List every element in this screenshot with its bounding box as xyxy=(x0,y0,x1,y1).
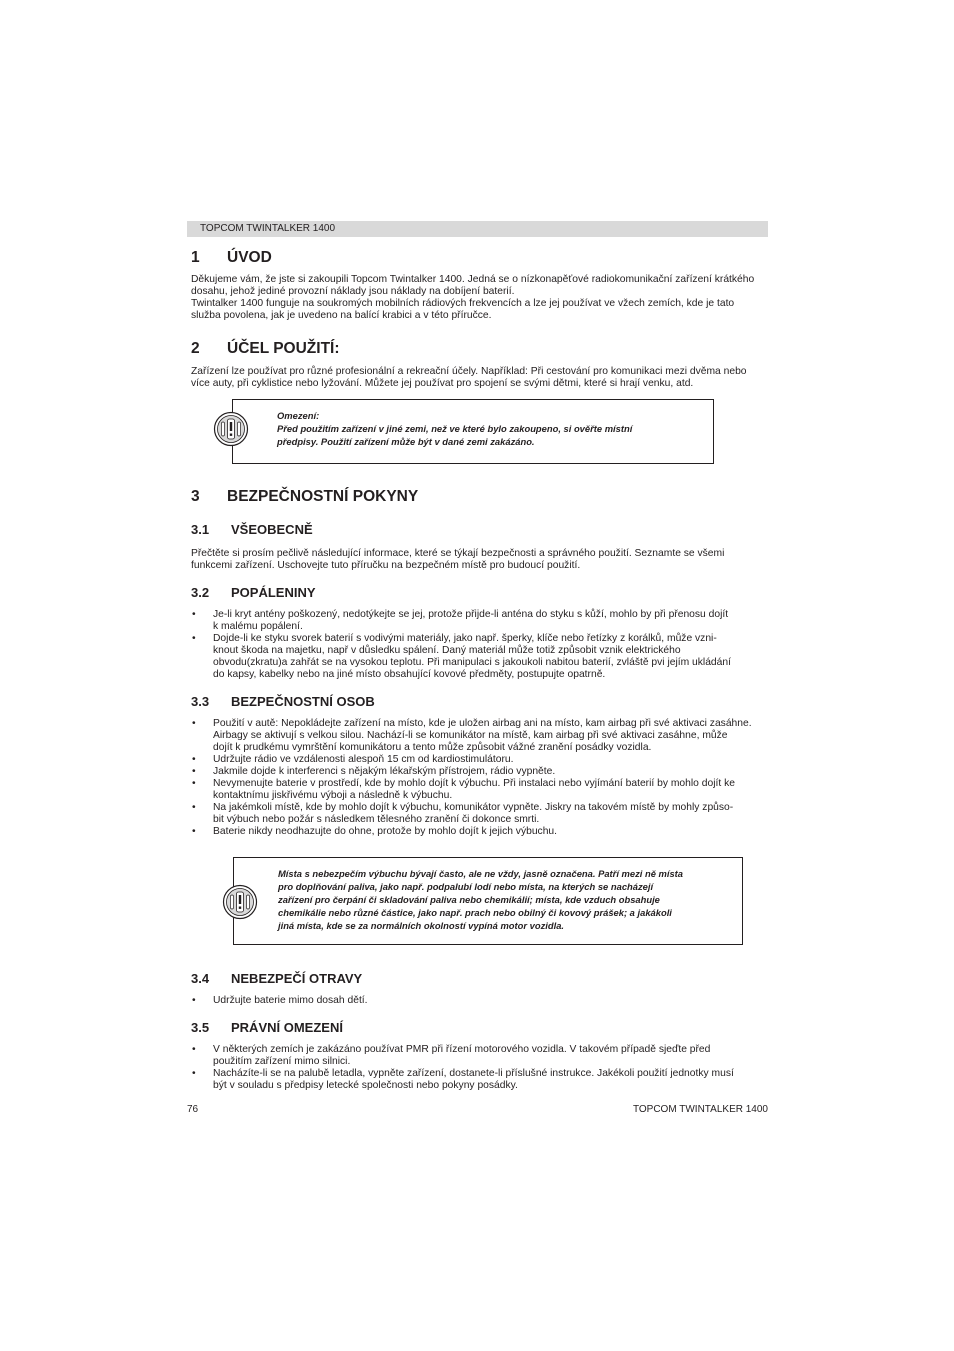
section-number: 3.3 xyxy=(191,694,210,709)
list-item xyxy=(191,778,773,802)
text-line: • Udržujte rádio ve vzdálenosti alespoň 15 cm od kardiostimulátoru. xyxy=(213,754,514,765)
text-line: zařízení pro čerpání či skladování paliva nebo chemikálií; místa, kde vzduch obsahuje xyxy=(278,894,660,905)
text-line: více auty, při cyklistice nebo lyžování. Můžete jej používat pro spojení se svými dětmi, které si hrají venku, atd. xyxy=(191,378,694,389)
note-text xyxy=(277,409,707,448)
text-line: • Dojde-li ke styku svorek baterií s vodivými materiály, jako např. šperky, klíče nebo řetízky z korálků, může vzni- xyxy=(213,633,717,644)
section-number: 3.2 xyxy=(191,585,210,600)
text-line: dojít k prudkému vymrštění komunikátoru a tento může způsobit vážné zranění posádky vozidla. xyxy=(213,742,652,753)
list-item xyxy=(191,718,773,754)
text-line: Před použitím zařízení v jiné zemi, než ve které bylo zakoupeno, si ověřte místní xyxy=(277,423,633,434)
text-line: Místa s nebezpečím výbuchu bývají často, ale ne vždy, jasně označena. Patří mezi ně místa xyxy=(278,868,684,879)
section-number: 1 xyxy=(191,249,200,266)
section-3-2-list xyxy=(191,609,773,681)
warning-icon xyxy=(222,884,258,920)
text-line: knout škoda na majetku, např v důsledku spálení. Daný materiál může totiž způsobit vznik elektrického xyxy=(213,645,681,656)
list-item xyxy=(191,995,773,1007)
text-line: Děkujeme vám, že jste si zakoupili Topcom Twintalker 1400. Jedná se o nízkonapěťové radiokomunikační zařízení krátkého xyxy=(191,274,755,285)
section-title: ÚČEL POUŽITÍ: xyxy=(227,340,340,357)
restriction-note-box xyxy=(232,399,714,464)
text-line: jiná místa, kde se za normálních okolností vypíná motor vozidla. xyxy=(278,920,565,931)
text-line: služba povolena, jak je uvedeno na balící krabici a v této příručce. xyxy=(191,310,492,321)
section-3-5-list xyxy=(191,1044,773,1092)
section-title: PRÁVNÍ OMEZENÍ xyxy=(231,1020,343,1035)
note-label: Omezení: xyxy=(277,410,320,421)
explosion-note-box xyxy=(233,857,743,945)
text-line: • Je-li kryt antény poškozený, nedotýkejte se jej, protože přijde-li anténa do styku s kůží, mohlo by při přenosu dojít xyxy=(213,609,729,620)
text-line: • V některých zemích je zakázáno používat PMR při řízení motorového vozidla. V takovém případě sjeďte před xyxy=(213,1044,711,1055)
text-line: obvodu(zkratu)a zahřát se na vysokou teplotu. Při manipulaci s jakoukoli nabitou baterií, zvláště pvi jejím ukládání xyxy=(213,657,731,668)
section-number: 2 xyxy=(191,340,200,357)
section-2-heading xyxy=(191,340,340,358)
text-line: předpisy. Použití zařízení může být v dané zemi zakázáno. xyxy=(277,436,535,447)
text-line: • Na jakémkoli místě, kde by mohlo dojít k výbuchu, komunikátor vypněte. Jiskry na takovém místě by mohly způso- xyxy=(213,802,734,813)
text-line: být v souladu s předpisy letecké společnosti nebo pokyny posádky. xyxy=(213,1080,518,1091)
section-1-heading xyxy=(191,249,272,267)
section-3-heading xyxy=(191,488,418,506)
section-3-5-heading xyxy=(191,1020,343,1036)
footer-title: TOPCOM TWINTALKER 1400 xyxy=(632,1104,768,1115)
section-number: 3 xyxy=(191,488,200,505)
text-line: Airbagy se aktivují s velkou silou. Nachází-li se komunikátor na místě, kam airbag při své aktivaci zasáhne, může xyxy=(213,730,728,741)
section-number: 3.1 xyxy=(191,522,210,537)
text-line: dosahu, jehož jediné provozní náklady jsou náklady na dobíjení baterií. xyxy=(191,286,515,297)
section-title: POPÁLENINY xyxy=(231,585,316,600)
text-line: Twintalker 1400 funguje na soukromých mobilních rádiových frekvencích a lze jej používat ve vžech zemích, kde je tato xyxy=(191,298,735,309)
text-line: bit výbuch nebo požár s následkem tělesného zranění či dokonce smrti. xyxy=(213,814,540,825)
text-line: • Jakmile dojde k interferenci s nějakým lékařským přístrojem, rádio vypněte. xyxy=(213,766,556,777)
section-title: BEZPEČNOSTNÍ OSOB xyxy=(231,694,375,709)
note-text xyxy=(278,867,738,932)
list-item xyxy=(191,826,773,838)
list-item xyxy=(191,754,773,766)
section-3-4-heading xyxy=(191,971,362,987)
text-line: pro doplňování paliva, jako např. podpalubí lodí nebo místa, na kterých se nacházejí xyxy=(278,881,654,892)
header-title: TOPCOM TWINTALKER 1400 xyxy=(200,223,336,234)
section-3-3-list xyxy=(191,718,773,838)
warning-icon xyxy=(213,411,249,447)
section-3-1-heading xyxy=(191,522,313,538)
header-bar xyxy=(187,221,768,237)
text-line: do kapsy, kabelky nebo na jiné místo obsahující kovové předměty, postupujte opatrně. xyxy=(213,669,606,680)
text-line: k malému popálení. xyxy=(213,621,303,632)
text-line: • Baterie nikdy neodhazujte do ohne, protože by mohlo dojít k jejich výbuchu. xyxy=(213,826,558,837)
list-item xyxy=(191,1068,773,1092)
section-1-paragraph xyxy=(191,274,773,322)
text-line: chemikálie nebo různé částice, jako např. prach nebo obilný či kovový prášek; a jakákoli xyxy=(278,907,672,918)
section-number: 3.4 xyxy=(191,971,210,986)
section-3-3-heading xyxy=(191,694,375,710)
text-line: • Nacházíte-li se na palubě letadla, vypněte zařízení, dostanete-li příslušné instrukce. Jakékoli použití jednotky musí xyxy=(213,1068,734,1079)
section-2-paragraph xyxy=(191,366,773,390)
text-line: kontaktnímu jiskřivému výboji a následně k výbuchu. xyxy=(213,790,453,801)
section-title: VŠEOBECNĚ xyxy=(231,522,313,537)
section-number: 3.5 xyxy=(191,1020,210,1035)
text-line: Zařízení lze používat pro různé profesionální a rekreační účely. Například: Při cestování pro komunikaci mezi dvěma nebo xyxy=(191,366,747,377)
page-number: 76 xyxy=(187,1104,199,1115)
text-line: funkcemi zařízení. Uschovejte tuto příručku na bezpečném místě pro budoucí použití. xyxy=(191,560,581,571)
section-3-1-paragraph xyxy=(191,548,773,572)
list-item xyxy=(191,802,773,826)
list-item xyxy=(191,1044,773,1068)
list-item xyxy=(191,633,773,681)
section-title: NEBEZPEČÍ OTRAVY xyxy=(231,971,363,986)
text-line: • Udržujte baterie mimo dosah dětí. xyxy=(213,995,368,1006)
section-3-4-list xyxy=(191,995,773,1007)
list-item xyxy=(191,609,773,633)
list-item xyxy=(191,766,773,778)
section-title: BEZPEČNOSTNÍ POKYNY xyxy=(227,488,419,505)
section-3-2-heading xyxy=(191,585,316,601)
text-line: Přečtěte si prosím pečlivě následující informace, které se týkají bezpečnosti a správného použití. Seznamte se všemi xyxy=(191,548,725,559)
text-line: • Použití v autě: Nepokládejte zařízení na místo, kde je uložen airbag ani na místo, kam airbag při své aktivaci zasáhne. xyxy=(213,718,752,729)
section-title: ÚVOD xyxy=(227,249,272,266)
text-line: použitím zařízení mimo silnici. xyxy=(213,1056,351,1067)
text-line: • Nevymenujte baterie v prostředí, kde by mohlo dojít k výbuchu. Při instalaci nebo vyjímání baterií by mohlo dojít ke xyxy=(213,778,735,789)
